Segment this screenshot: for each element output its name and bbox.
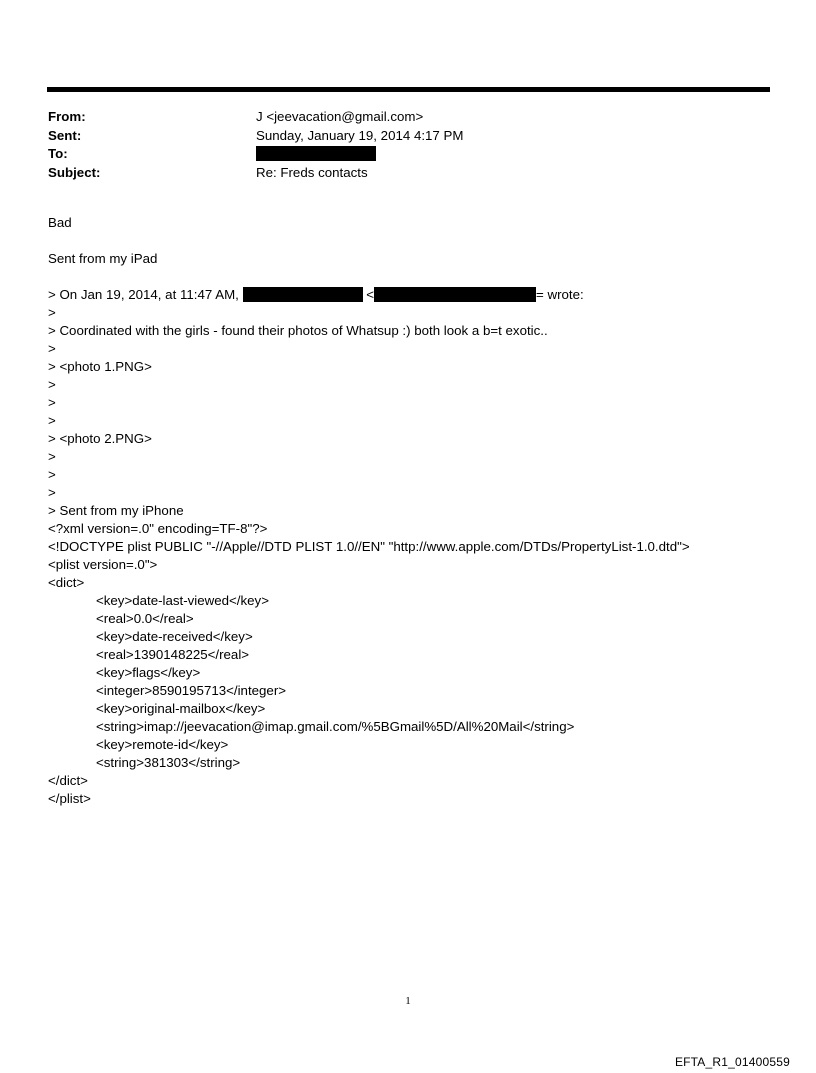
- quote-line: > Coordinated with the girls - found their photos of Whatsup :) both look a b=t exotic..: [48, 323, 548, 338]
- subject-row: [48, 164, 463, 183]
- from-label: From:: [48, 109, 86, 124]
- quote-line: >: [48, 395, 56, 410]
- subject-value: Re: Freds contacts: [256, 164, 368, 180]
- sender-name-redaction: [243, 287, 363, 302]
- xml-line: <integer>8590195713</integer>: [96, 683, 287, 698]
- quote-header-line: [48, 286, 690, 304]
- xml-line: <key>date-received</key>: [96, 629, 253, 644]
- sender-email-redaction: [374, 287, 536, 302]
- xml-line: <string>imap://jeevacation@imap.gmail.com/%5BGmail%5D/All%20Mail</string>: [96, 719, 575, 734]
- xml-line: <!DOCTYPE plist PUBLIC "-//Apple//DTD PLIST 1.0//EN" "http://www.apple.com/DTDs/PropertyList-1.0.dtd">: [48, 539, 690, 554]
- quote-lt: <: [366, 287, 375, 302]
- xml-line: <real>1390148225</real>: [96, 647, 250, 662]
- xml-line: </dict>: [48, 773, 88, 788]
- xml-line: <key>remote-id</key>: [96, 737, 229, 752]
- subject-label: Subject:: [48, 164, 101, 180]
- bates-stamp: EFTA_R1_01400559: [674, 1055, 790, 1069]
- quote-line: > <photo 1.PNG>: [48, 359, 152, 374]
- quote-line: > Sent from my iPhone: [48, 503, 184, 518]
- quote-line: >: [48, 485, 56, 500]
- sent-label: Sent:: [48, 127, 82, 143]
- xml-line: <string>381303</string>: [96, 755, 241, 770]
- to-label: To:: [48, 146, 68, 161]
- xml-line: <key>flags</key>: [96, 665, 201, 680]
- xml-line: <?xml version=.0" encoding=TF-8"?>: [48, 521, 268, 536]
- quote-line: > <photo 2.PNG>: [48, 431, 152, 446]
- sent-row: [48, 127, 463, 146]
- quote-prefix: > On Jan 19, 2014, at 11:47 AM,: [48, 287, 239, 302]
- quote-line: >: [48, 467, 56, 482]
- xml-line: </plist>: [48, 791, 91, 806]
- header-rule: [47, 87, 770, 92]
- xml-line: <key>date-last-viewed</key>: [96, 593, 269, 608]
- body-line: Bad: [48, 215, 72, 230]
- to-row: [48, 145, 463, 164]
- from-row: [48, 108, 463, 127]
- body-line: Sent from my iPad: [48, 251, 158, 266]
- quote-line: >: [48, 377, 56, 392]
- to-redaction: [256, 146, 376, 161]
- from-value: J <jeevacation@gmail.com>: [256, 109, 424, 124]
- sent-value: Sunday, January 19, 2014 4:17 PM: [256, 127, 464, 143]
- xml-line: <key>original-mailbox</key>: [96, 701, 266, 716]
- quote-line: >: [48, 305, 56, 320]
- xml-line: <plist version=.0">: [48, 557, 158, 572]
- quote-suffix: = wrote:: [536, 287, 584, 302]
- quote-line: >: [48, 341, 56, 356]
- xml-line: <real>0.0</real>: [96, 611, 194, 626]
- email-header: [48, 108, 463, 182]
- quote-line: >: [48, 449, 56, 464]
- email-body: [48, 214, 690, 808]
- page-number: 1: [405, 995, 411, 1007]
- quote-line: >: [48, 413, 56, 428]
- xml-line: <dict>: [48, 575, 85, 590]
